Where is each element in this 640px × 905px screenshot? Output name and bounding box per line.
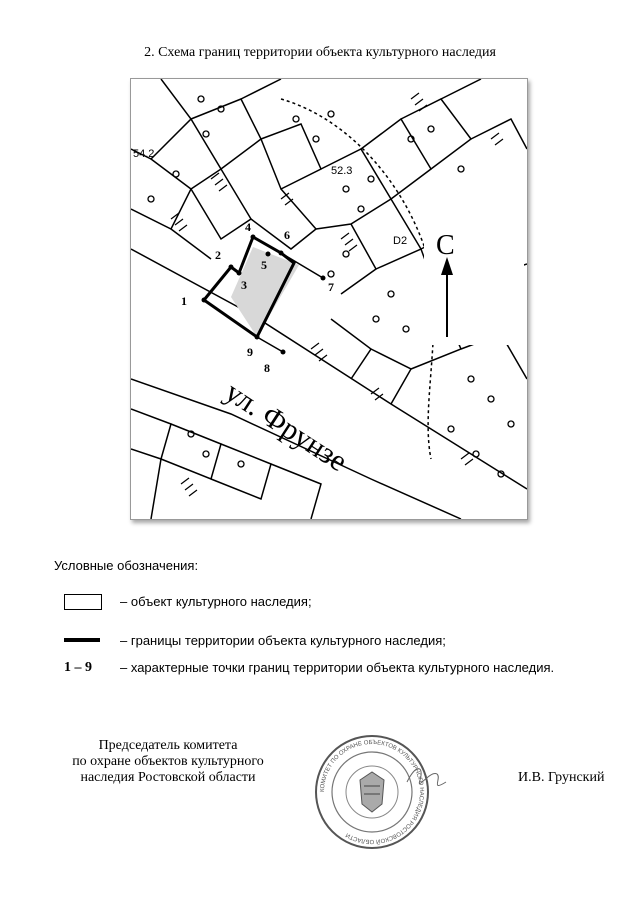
position-line: по охране объектов культурного <box>72 754 264 769</box>
legend-text: – границы территории объекта культурного наследия; <box>120 633 446 648</box>
position-line: наследия Ростовской области <box>80 770 256 785</box>
legend-text: – характерные точки границ территории объекта культурного наследия. <box>120 660 555 675</box>
legend-box-symbol <box>64 594 102 610</box>
street-label: ул. Фрунзе <box>219 375 354 479</box>
north-label: С <box>436 230 455 261</box>
legend-text: – объект культурного наследия; <box>120 594 312 609</box>
legend-title: Условные обозначения: <box>54 558 199 573</box>
point-1: 1 <box>181 294 187 308</box>
svg-text:КОМИТЕТ ПО ОХРАНЕ ОБЪЕКТОВ КУЛ: КОМИТЕТ ПО ОХРАНЕ ОБЪЕКТОВ КУЛЬТУРНОГО НАСЛЕДИЯ РОСТОВСКОЙ ОБЛАСТИ <box>319 739 425 845</box>
point-6: 6 <box>284 228 290 242</box>
map-drawing <box>131 79 527 519</box>
legend-line-symbol <box>64 638 100 642</box>
point-5: 5 <box>261 258 267 272</box>
point-4: 4 <box>245 220 251 234</box>
parcel-label: 52.3 <box>331 165 353 177</box>
parcel-label: 54.2 <box>133 148 155 160</box>
signatory-position <box>48 738 288 786</box>
north-arrow-icon <box>424 185 524 345</box>
page-title: 2. Схема границ территории объекта культурного наследия <box>144 45 496 60</box>
boundary-map <box>130 78 528 520</box>
official-seal <box>312 722 452 862</box>
point-2: 2 <box>215 248 221 262</box>
legend-points-symbol: 1 – 9 <box>64 660 92 675</box>
signatory-name: И.В. Грунский <box>518 770 605 785</box>
point-8: 8 <box>264 361 270 375</box>
point-9: 9 <box>247 345 253 359</box>
point-3: 3 <box>241 278 247 292</box>
point-7: 7 <box>328 280 334 294</box>
position-line: Председатель комитета <box>98 738 238 753</box>
parcel-label: D2 <box>393 235 408 247</box>
